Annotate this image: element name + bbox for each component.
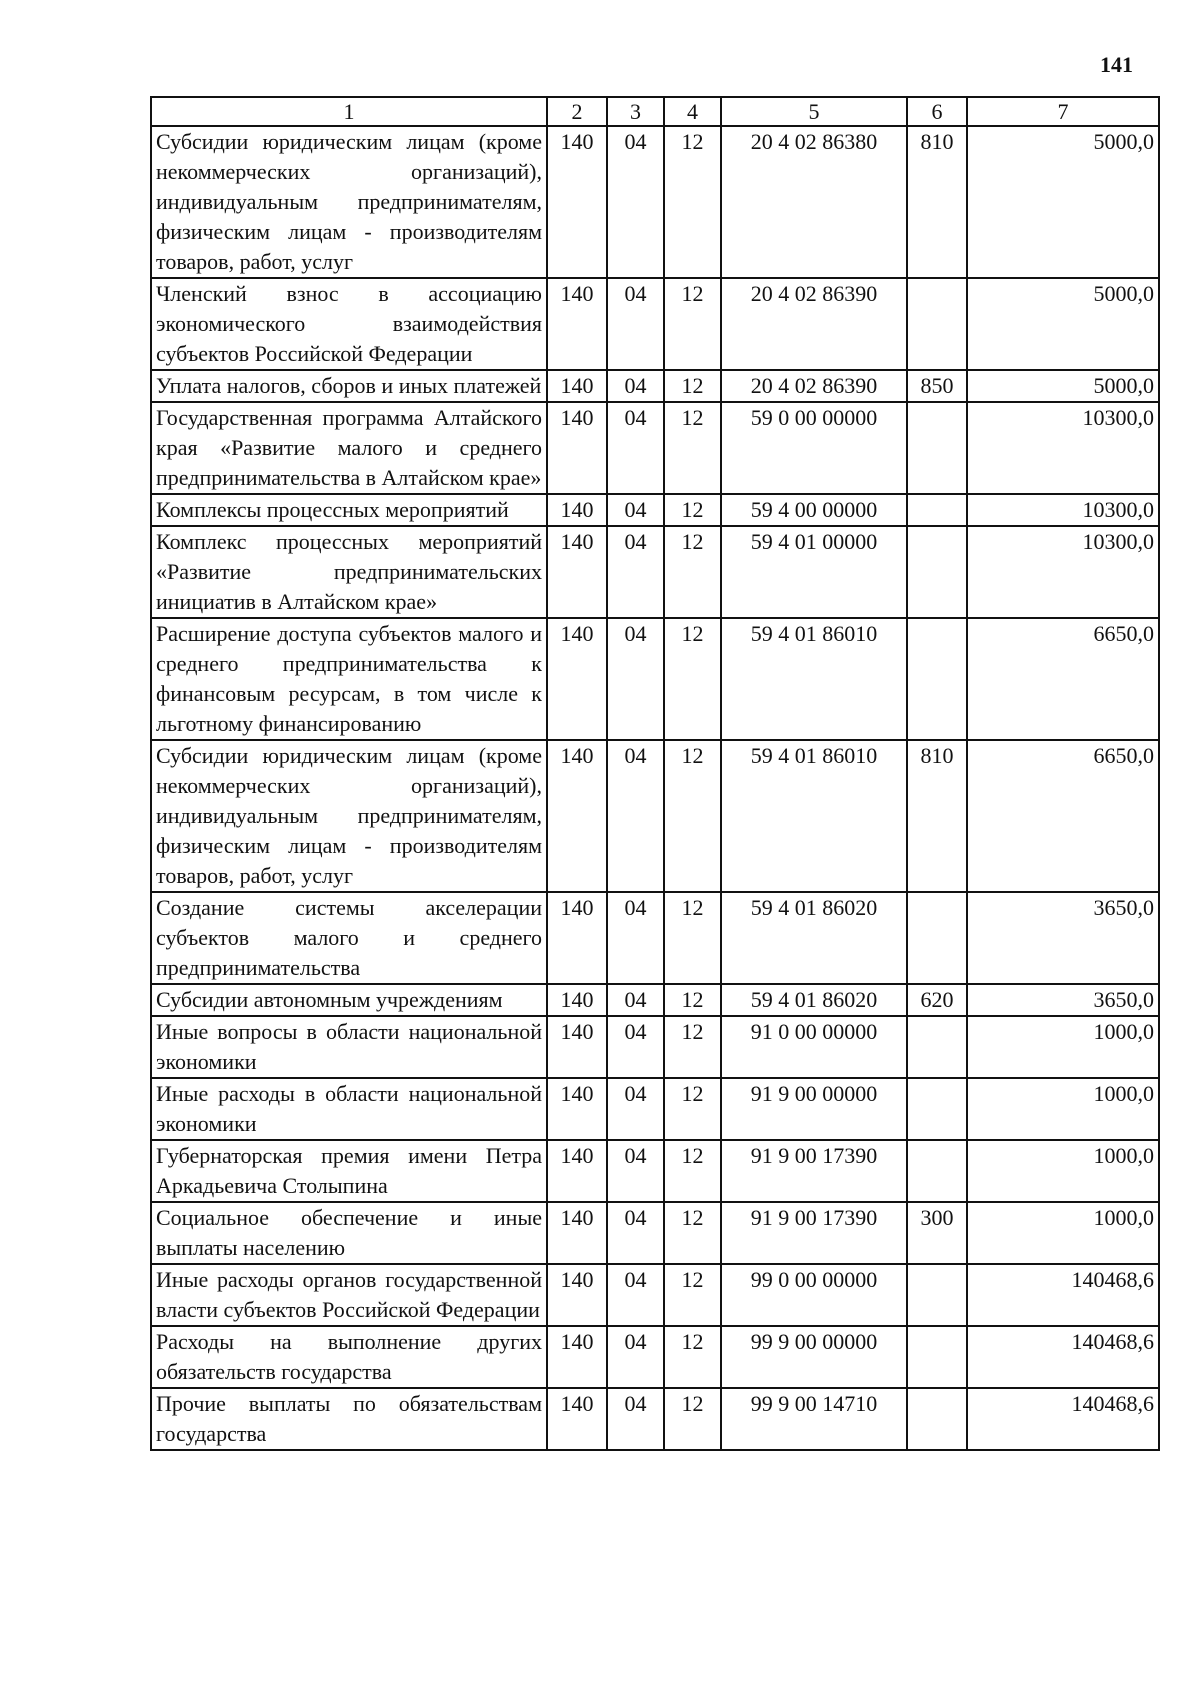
subsection-code-cell: 12 — [664, 1264, 721, 1326]
subsection-code-cell: 12 — [664, 740, 721, 892]
expense-type-cell: 850 — [907, 370, 967, 402]
expense-name-cell: Создание системы акселерации субъектов малого и среднего предпринимательства — [151, 892, 547, 984]
subsection-code-cell: 12 — [664, 126, 721, 278]
column-header: 3 — [607, 97, 664, 126]
ministry-code-cell: 140 — [547, 984, 607, 1016]
section-code-cell: 04 — [607, 126, 664, 278]
ministry-code-cell: 140 — [547, 1016, 607, 1078]
expense-name-cell: Социальное обеспечение и иные выплаты населению — [151, 1202, 547, 1264]
target-article-cell: 59 4 01 86020 — [721, 984, 907, 1016]
expense-name-cell: Комплекс процессных мероприятий «Развитие предпринимательских инициатив в Алтайском крае» — [151, 526, 547, 618]
column-header: 4 — [664, 97, 721, 126]
section-code-cell: 04 — [607, 740, 664, 892]
subsection-code-cell: 12 — [664, 1078, 721, 1140]
section-code-cell: 04 — [607, 526, 664, 618]
column-header: 6 — [907, 97, 967, 126]
target-article-cell: 59 4 01 00000 — [721, 526, 907, 618]
expense-type-cell: 810 — [907, 740, 967, 892]
subsection-code-cell: 12 — [664, 1140, 721, 1202]
table-row — [151, 126, 1159, 278]
page-number: 141 — [1100, 52, 1133, 77]
section-code-cell: 04 — [607, 1264, 664, 1326]
expense-type-cell — [907, 1016, 967, 1078]
amount-cell: 5000,0 — [967, 278, 1159, 370]
ministry-code-cell: 140 — [547, 1264, 607, 1326]
table-header-row — [151, 97, 1159, 126]
column-header: 5 — [721, 97, 907, 126]
section-code-cell: 04 — [607, 1078, 664, 1140]
section-code-cell: 04 — [607, 1326, 664, 1388]
amount-cell: 6650,0 — [967, 740, 1159, 892]
ministry-code-cell: 140 — [547, 370, 607, 402]
subsection-code-cell: 12 — [664, 526, 721, 618]
ministry-code-cell: 140 — [547, 1326, 607, 1388]
ministry-code-cell: 140 — [547, 1078, 607, 1140]
amount-cell: 1000,0 — [967, 1078, 1159, 1140]
section-code-cell: 04 — [607, 1016, 664, 1078]
section-code-cell: 04 — [607, 370, 664, 402]
subsection-code-cell: 12 — [664, 278, 721, 370]
amount-cell: 1000,0 — [967, 1140, 1159, 1202]
target-article-cell: 91 9 00 17390 — [721, 1140, 907, 1202]
target-article-cell: 20 4 02 86390 — [721, 370, 907, 402]
table-row — [151, 1326, 1159, 1388]
target-article-cell: 99 0 00 00000 — [721, 1264, 907, 1326]
ministry-code-cell: 140 — [547, 278, 607, 370]
subsection-code-cell: 12 — [664, 402, 721, 494]
expense-name-cell: Членский взнос в ассоциацию экономического взаимодействия субъектов Российской Федерации — [151, 278, 547, 370]
table-row — [151, 1140, 1159, 1202]
subsection-code-cell: 12 — [664, 370, 721, 402]
subsection-code-cell: 12 — [664, 618, 721, 740]
amount-cell: 6650,0 — [967, 618, 1159, 740]
target-article-cell: 99 9 00 14710 — [721, 1388, 907, 1450]
expense-type-cell: 620 — [907, 984, 967, 1016]
target-article-cell: 91 9 00 17390 — [721, 1202, 907, 1264]
section-code-cell: 04 — [607, 494, 664, 526]
section-code-cell: 04 — [607, 1202, 664, 1264]
expense-name-cell: Расширение доступа субъектов малого и среднего предпринимательства к финансовым ресурсам, в том числе к льготному финансированию — [151, 618, 547, 740]
ministry-code-cell: 140 — [547, 402, 607, 494]
target-article-cell: 20 4 02 86380 — [721, 126, 907, 278]
table-row — [151, 494, 1159, 526]
table-row — [151, 1016, 1159, 1078]
target-article-cell: 59 4 01 86020 — [721, 892, 907, 984]
expense-type-cell — [907, 1264, 967, 1326]
table-row — [151, 1202, 1159, 1264]
ministry-code-cell: 140 — [547, 618, 607, 740]
target-article-cell: 20 4 02 86390 — [721, 278, 907, 370]
expense-name-cell: Расходы на выполнение других обязательств государства — [151, 1326, 547, 1388]
amount-cell: 3650,0 — [967, 984, 1159, 1016]
subsection-code-cell: 12 — [664, 984, 721, 1016]
section-code-cell: 04 — [607, 984, 664, 1016]
subsection-code-cell: 12 — [664, 1016, 721, 1078]
target-article-cell: 59 4 00 00000 — [721, 494, 907, 526]
section-code-cell: 04 — [607, 1140, 664, 1202]
expense-type-cell — [907, 526, 967, 618]
amount-cell: 3650,0 — [967, 892, 1159, 984]
amount-cell: 140468,6 — [967, 1326, 1159, 1388]
table-body — [151, 126, 1159, 1450]
expense-name-cell: Иные расходы в области национальной экономики — [151, 1078, 547, 1140]
subsection-code-cell: 12 — [664, 1202, 721, 1264]
ministry-code-cell: 140 — [547, 526, 607, 618]
table-row — [151, 740, 1159, 892]
amount-cell: 140468,6 — [967, 1264, 1159, 1326]
expense-type-cell — [907, 1388, 967, 1450]
table-row — [151, 1078, 1159, 1140]
expense-type-cell — [907, 494, 967, 526]
section-code-cell: 04 — [607, 618, 664, 740]
table-row — [151, 1264, 1159, 1326]
budget-table — [150, 96, 1160, 1451]
ministry-code-cell: 140 — [547, 126, 607, 278]
expense-type-cell: 300 — [907, 1202, 967, 1264]
expense-type-cell: 810 — [907, 126, 967, 278]
column-header: 7 — [967, 97, 1159, 126]
amount-cell: 140468,6 — [967, 1388, 1159, 1450]
expense-name-cell: Прочие выплаты по обязательствам государства — [151, 1388, 547, 1450]
ministry-code-cell: 140 — [547, 1140, 607, 1202]
target-article-cell: 91 0 00 00000 — [721, 1016, 907, 1078]
expense-name-cell: Субсидии юридическим лицам (кроме некоммерческих организаций), индивидуальным предпринимателям, физическим лицам - производителям товаров, работ, услуг — [151, 126, 547, 278]
column-header: 1 — [151, 97, 547, 126]
table-row — [151, 370, 1159, 402]
target-article-cell: 59 0 00 00000 — [721, 402, 907, 494]
table-row — [151, 892, 1159, 984]
target-article-cell: 99 9 00 00000 — [721, 1326, 907, 1388]
expense-name-cell: Государственная программа Алтайского края «Развитие малого и среднего предпринимательства в Алтайском крае» — [151, 402, 547, 494]
expense-type-cell — [907, 402, 967, 494]
expense-name-cell: Губернаторская премия имени Петра Аркадьевича Столыпина — [151, 1140, 547, 1202]
column-header: 2 — [547, 97, 607, 126]
section-code-cell: 04 — [607, 1388, 664, 1450]
table-row — [151, 984, 1159, 1016]
table-row — [151, 618, 1159, 740]
subsection-code-cell: 12 — [664, 1326, 721, 1388]
expense-type-cell — [907, 618, 967, 740]
target-article-cell: 91 9 00 00000 — [721, 1078, 907, 1140]
ministry-code-cell: 140 — [547, 494, 607, 526]
amount-cell: 10300,0 — [967, 402, 1159, 494]
amount-cell: 10300,0 — [967, 494, 1159, 526]
table-row — [151, 278, 1159, 370]
amount-cell: 5000,0 — [967, 126, 1159, 278]
expense-name-cell: Субсидии автономным учреждениям — [151, 984, 547, 1016]
expense-type-cell — [907, 278, 967, 370]
subsection-code-cell: 12 — [664, 494, 721, 526]
expense-type-cell — [907, 1078, 967, 1140]
expense-name-cell: Субсидии юридическим лицам (кроме некоммерческих организаций), индивидуальным предпринимателям, физическим лицам - производителям товаров, работ, услуг — [151, 740, 547, 892]
target-article-cell: 59 4 01 86010 — [721, 618, 907, 740]
target-article-cell: 59 4 01 86010 — [721, 740, 907, 892]
table-row — [151, 1388, 1159, 1450]
expense-type-cell — [907, 892, 967, 984]
amount-cell: 5000,0 — [967, 370, 1159, 402]
section-code-cell: 04 — [607, 278, 664, 370]
expense-type-cell — [907, 1140, 967, 1202]
amount-cell: 10300,0 — [967, 526, 1159, 618]
subsection-code-cell: 12 — [664, 892, 721, 984]
ministry-code-cell: 140 — [547, 1202, 607, 1264]
amount-cell: 1000,0 — [967, 1202, 1159, 1264]
expense-name-cell: Иные расходы органов государственной власти субъектов Российской Федерации — [151, 1264, 547, 1326]
expense-type-cell — [907, 1326, 967, 1388]
section-code-cell: 04 — [607, 892, 664, 984]
expense-name-cell: Иные вопросы в области национальной экономики — [151, 1016, 547, 1078]
expense-name-cell: Комплексы процессных мероприятий — [151, 494, 547, 526]
ministry-code-cell: 140 — [547, 1388, 607, 1450]
table-row — [151, 402, 1159, 494]
subsection-code-cell: 12 — [664, 1388, 721, 1450]
section-code-cell: 04 — [607, 402, 664, 494]
table-row — [151, 526, 1159, 618]
ministry-code-cell: 140 — [547, 892, 607, 984]
expense-name-cell: Уплата налогов, сборов и иных платежей — [151, 370, 547, 402]
ministry-code-cell: 140 — [547, 740, 607, 892]
amount-cell: 1000,0 — [967, 1016, 1159, 1078]
